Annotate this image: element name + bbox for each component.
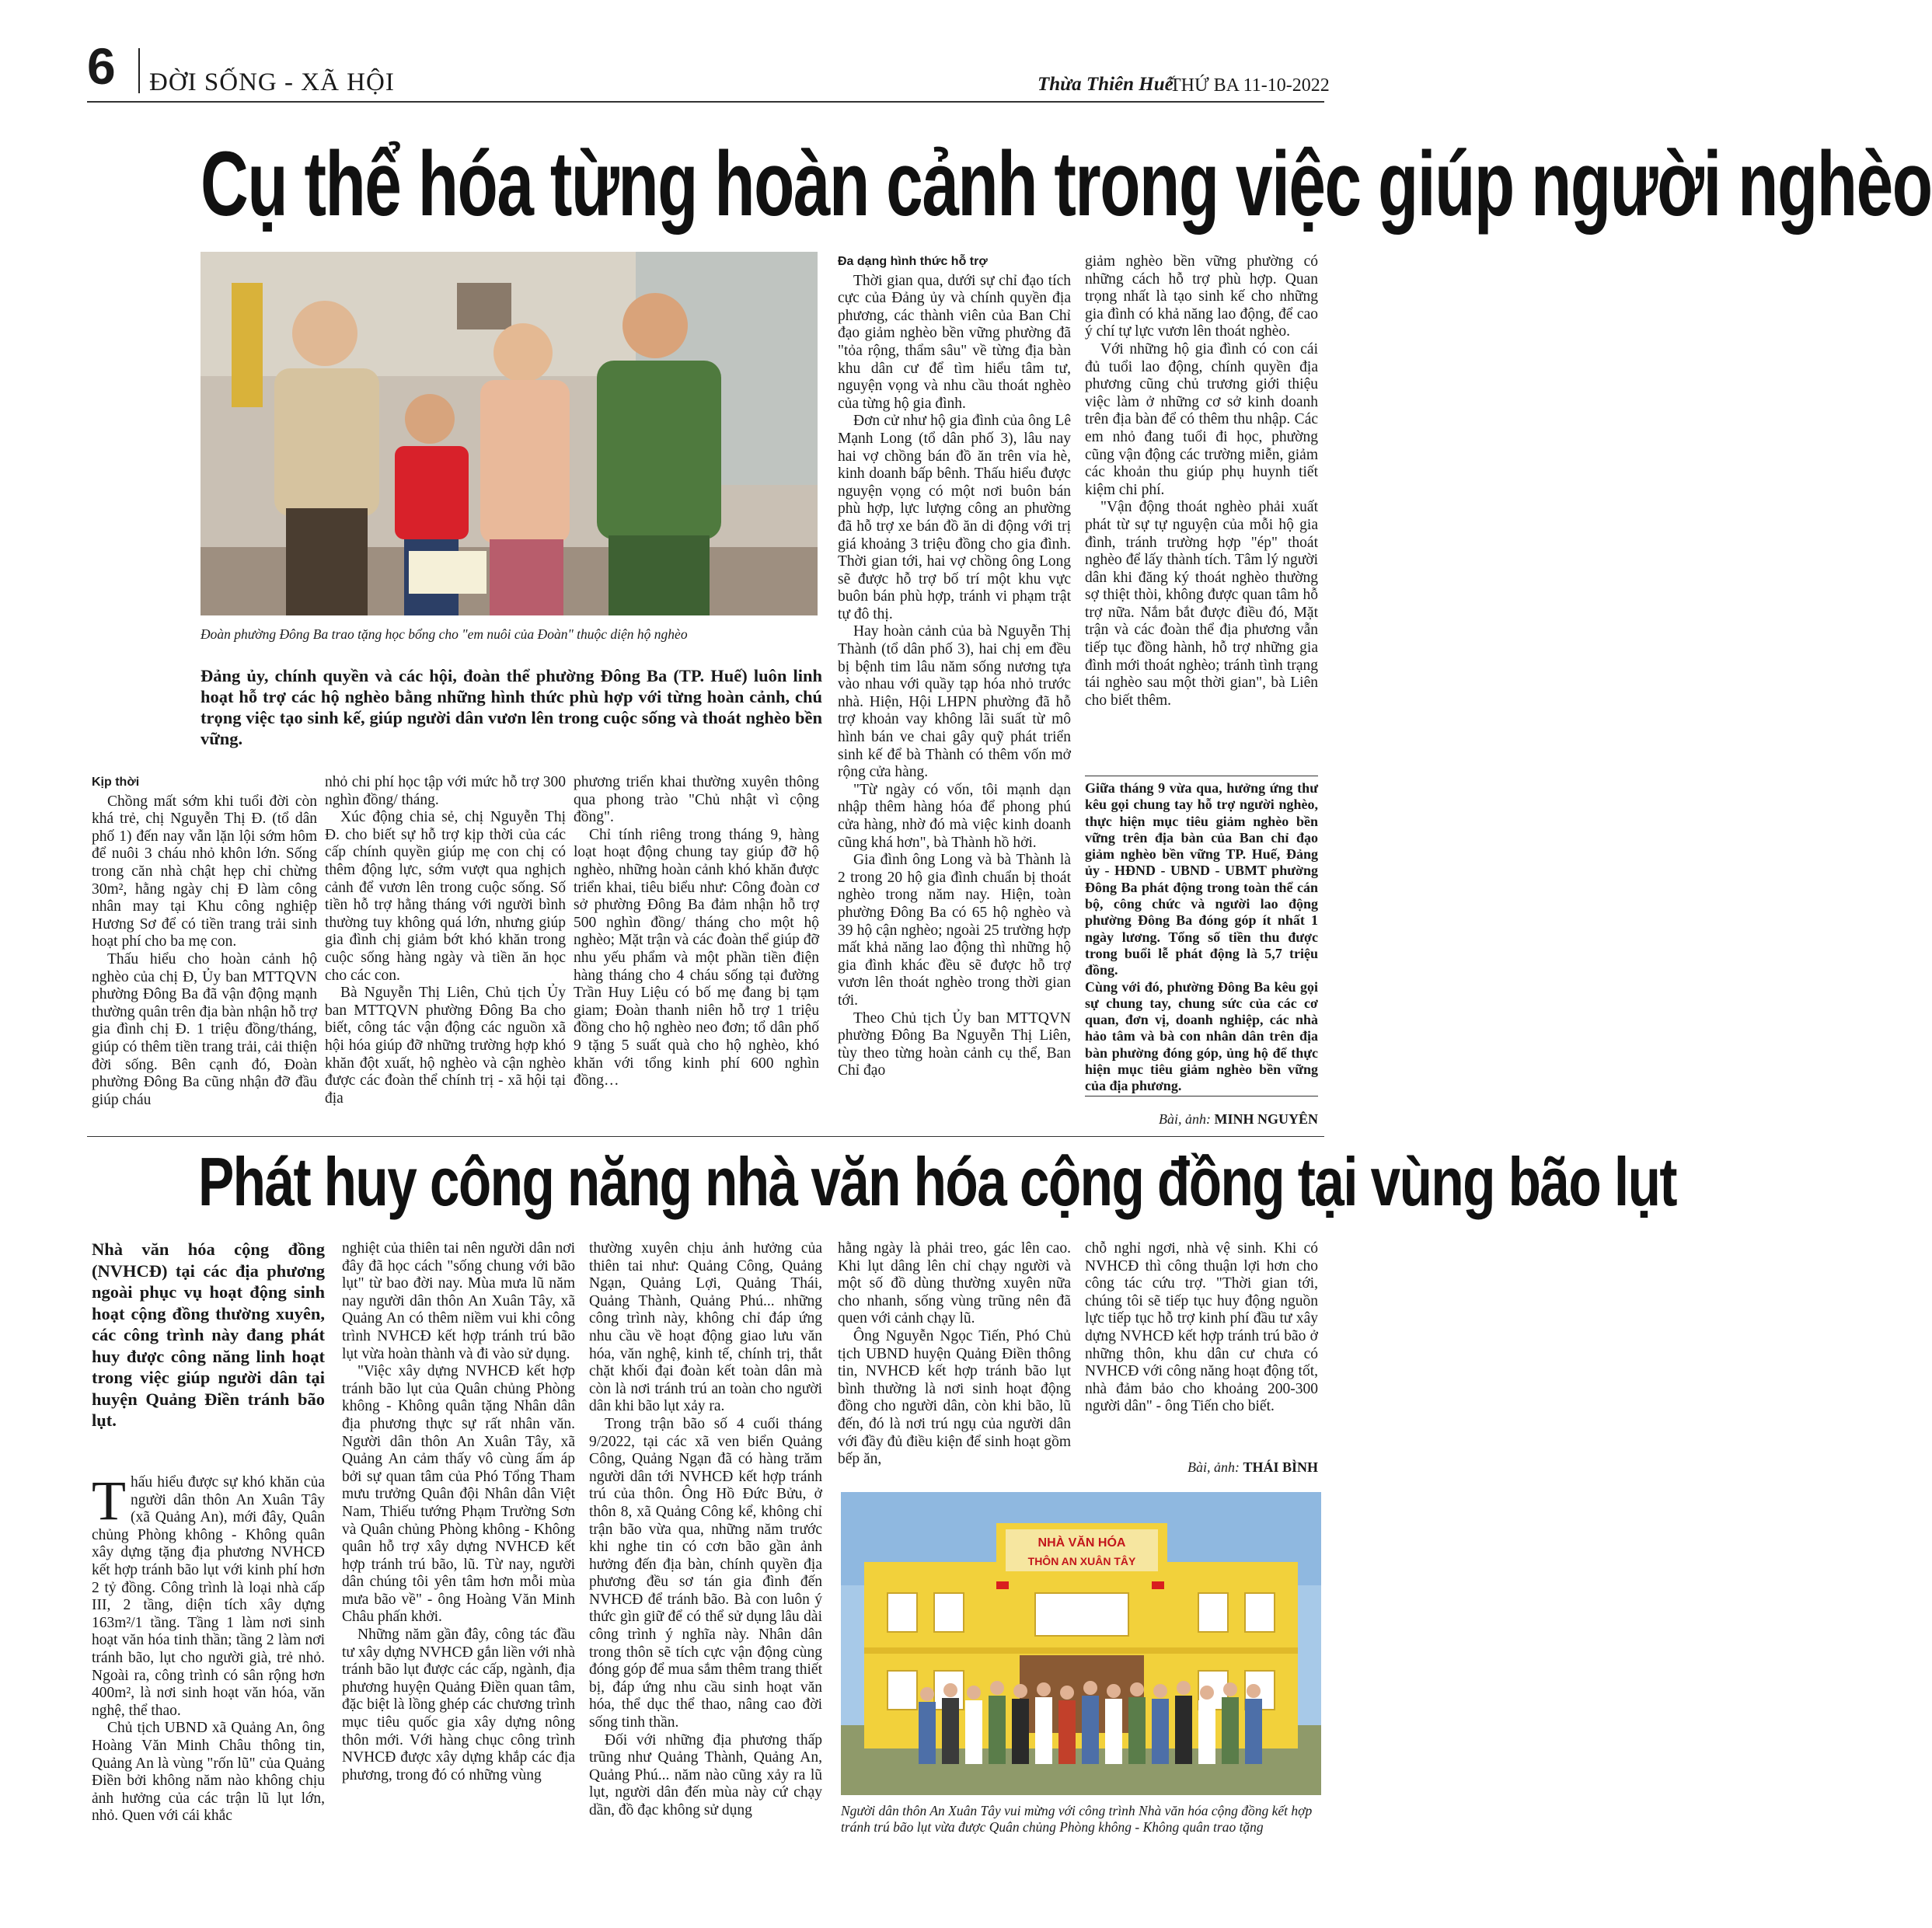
article1-sidebar <box>1085 780 1318 1095</box>
byline-author: THÁI BÌNH <box>1243 1459 1318 1475</box>
article-divider <box>87 1136 1324 1137</box>
paragraph: Ông Nguyễn Ngọc Tiến, Phó Chủ tịch UBND huyện Quảng Điền thông tin, NVHCĐ kết hợp tránh bão lụt bình thường là nơi sinh hoạt động đồng cho người dân, còn khi bão, lũ đến, đó là nơi trú ngụ của người dân với đầy đủ điều kiện để sinh hoạt gồm bếp ăn, <box>838 1327 1071 1468</box>
article2-byline <box>1085 1459 1318 1476</box>
article2-column-1 <box>92 1470 325 1825</box>
paragraph: hằng ngày là phải treo, gác lên cao. Khi lụt dâng lên chỉ chạy người và một số đồ dùng thường xuyên nữa cho nhanh, sống vùng trũng nên đã quen với cảnh chạy lũ. <box>838 1240 1071 1327</box>
article2-photo <box>841 1492 1321 1795</box>
article2-column-3 <box>589 1240 822 1820</box>
cultural-house-photo <box>841 1492 1321 1795</box>
paragraph: giảm nghèo bền vững phường có những cách hỗ trợ phù hợp. Quan trọng nhất là tạo sinh kế cho những gia đình có khả năng lao động, để cao ý chí tự lực vươn lên thoát nghèo. <box>1085 253 1318 340</box>
paragraph: "Vận động thoát nghèo phải xuất phát từ sự tự nguyện của mỗi hộ gia đình, tránh trường hợp "ép" thoát nghèo để lấy thành tích. Tâm lý người dân khi đăng ký thoát nghèo thường sợ thiệt thòi, không được quan tâm hỗ trợ nữa. Nắm bắt được điều đó, Mặt trận và các đoàn thể địa phương vẫn tiếp tục đồng hành, hỗ trợ những gia đình mới thoát nghèo; tránh tình trạng tái nghèo sau một thời gian", bà Liên cho biết thêm. <box>1085 499 1318 709</box>
paragraph: Theo Chủ tịch Ủy ban MTTQVN phường Đông Ba Nguyễn Thị Liên, tùy theo từng hoàn cảnh cụ thể, Ban Chỉ đạo <box>838 1009 1071 1079</box>
paragraph <box>92 1470 325 1720</box>
article1-byline <box>1085 1111 1318 1128</box>
sidebar-paragraph: Cùng với đó, phường Đông Ba kêu gọi sự chung tay, chung sức của các cơ quan, đơn vị, doanh nghiệp, các nhà hảo tâm và bà con nhân dân trên địa bàn phường đóng góp, ủng hộ để thực hiện mục tiêu giảm nghèo bền vững của địa phương. <box>1085 978 1318 1094</box>
article1-column-1 <box>92 774 317 1109</box>
paragraph: Đơn cử như hộ gia đình của ông Lê Mạnh Long (tổ dân phố 3), lâu nay hai vợ chồng bán đồ ăn trên vỉa hè, kinh doanh bấp bênh. Thấu hiểu được nguyện vọng có một nơi buôn bán phù hợp, lực lượng công an phường đã hỗ trợ xe bán đồ ăn di động với trị giá khoảng 3 triệu đồng cho gia đình. Thời gian tới, hai vợ chồng ông Long sẽ được hỗ trợ bố trí một khu vực buôn bán phù hợp, tránh vi phạm trật tự đô thị. <box>838 413 1071 622</box>
paragraph: chỗ nghỉ ngơi, nhà vệ sinh. Khi có NVHCĐ thì công thuận lợi hơn cho công tác cứu trợ. "Thời gian tới, chúng tôi sẽ tiếp tục huy động nguồn lực tiếp tục hỗ trợ kinh phí đầu tư xây dựng NVHCĐ kết hợp tránh trú bão ở những thôn, khu dân cư chưa có NVHCĐ với công năng hoạt động tốt, nhà đảm bảo cho khoảng 200-300 người dân" - ông Tiến cho biết. <box>1085 1240 1318 1415</box>
building-sign-line1: NHÀ VĂN HÓA <box>1037 1536 1126 1550</box>
byline-author: MINH NGUYÊN <box>1214 1111 1318 1127</box>
issue-date: THỨ BA 11-10-2022 <box>1170 75 1330 96</box>
article1-photo-caption: Đoàn phường Đông Ba trao tặng học bổng cho "em nuôi của Đoàn" thuộc diện hộ nghèo <box>201 626 688 642</box>
paragraph: Chỉ tính riêng trong tháng 9, hàng loạt hoạt động chung tay giúp đỡ hộ nghèo, những hoàn cảnh khó khăn được triển khai, tiêu biểu như: Công đoàn cơ sở phường Đông Ba đảm nhận hỗ trợ 500 nghìn đồng/ tháng cho một hộ nghèo; Mặt trận và các đoàn thể giúp đỡ nhu yếu phẩm và một phần tiền điện hàng tháng cho 4 cháu sống tại đường Trần Huy Liệu có bố mẹ đang bị tạm giam; Đoàn thanh niên hỗ trợ 1 triệu đồng cho hộ nghèo neo đơn; tổ dân phố 9 tặng 5 suất quà cho hộ nghèo, khó khăn với tổng kinh phí 600 nghìn đồng… <box>574 826 819 1090</box>
article1-headline: Cụ thể hóa từng hoàn cảnh trong việc giúp người nghèo <box>201 133 1932 235</box>
article2-photo-caption: Người dân thôn An Xuân Tây vui mừng với công trình Nhà văn hóa cộng đồng kết hợp tránh trú bão lụt vừa được Quân chủng Phòng không - Không quân trao tặng <box>841 1803 1313 1835</box>
paragraph: Thấu hiểu cho hoàn cảnh hộ nghèo của chị Đ, Ủy ban MTTQVN phường Đông Ba đã vận động mạnh thường quân trên địa bàn nhận hỗ trợ gia đình chị Đ. 1 triệu đồng/tháng, giúp có thêm tiền trang trải, cải thiện đời sống. Bên cạnh đó, Đoàn phường Đông Ba cũng nhận đỡ đầu giúp cháu <box>92 950 317 1108</box>
paragraph: Những năm gần đây, công tác đầu tư xây dựng NVHCĐ gắn liền với nhà tránh bão lụt được các cấp, ngành, địa phương huyện Quảng Điền quan tâm, đặc biệt là lồng ghép các chương trình mục tiêu quốc gia xây dựng nông thôn mới. Với hàng chục công trình NVHCĐ được xây dựng khắp các địa phương, trong đó có những vùng <box>342 1626 575 1783</box>
header-divider <box>138 48 140 93</box>
subhead-da-dang: Đa dạng hình thức hỗ trợ <box>838 255 988 268</box>
article1-column-4 <box>838 253 1071 1080</box>
paragraph: Chồng mất sớm khi tuổi đời còn khá trẻ, chị Nguyễn Thị Đ. (tổ dân phố 1) đến nay vẫn lặn lội sớm hôm để nuôi 3 cháu nhỏ khôn lớn. Sống trong căn nhà chật hẹp chỉ chừng 30m², hằng ngày chị Đ làm công nhân may tại Khu công nghiệp Hương Sơ để có tiền trang trải sinh hoạt phí cho ba mẹ con. <box>92 793 317 950</box>
article2-lead: Nhà văn hóa cộng đồng (NVHCĐ) tại các địa phương ngoài phục vụ hoạt động sinh hoạt cộng đồng thường xuyên, các công trình này đang phát huy được công năng linh hoạt trong việc giúp người dân tại huyện Quảng Điền tránh bão lụt. <box>92 1239 325 1430</box>
paragraph: Chủ tịch UBND xã Quảng An, ông Hoàng Văn Minh Châu thông tin, Quảng An là vùng "rốn lũ" của Quảng Điền bởi không năm nào không chịu ảnh hưởng của các trận lũ lụt lớn, nhỏ. Quen với cái khắc <box>92 1720 325 1825</box>
newspaper-name: Thừa Thiên Huế <box>1037 74 1173 95</box>
paragraph-text: hấu hiểu được sự khó khăn của người dân thôn An Xuân Tây (xã Quảng An), mới đây, Quân chủng Phòng không - Không quân xây dựng tặng địa phương NVHCĐ kết hợp tránh bão lụt với kinh phí hơn 2 tỷ đồng. Công trình là loại nhà cấp III, 2 tầng, diện tích xây dựng 163m²/1 tầng. Tầng 1 làm nơi sinh hoạt văn hóa tinh thần; tầng 2 làm nơi tránh bão, lụt cho người già, trẻ nhỏ. Ngoài ra, công trình có sân rộng hơn 400m², là nơi sinh hoạt văn hóa, văn nghệ, thể thao. <box>92 1474 325 1719</box>
paragraph: Gia đình ông Long và bà Thành là 2 trong 20 hộ gia đình chuẩn bị thoát nghèo trong năm nay. Hiện, toàn phường Đông Ba có 65 hộ nghèo và 39 hộ cận nghèo; ngoài 25 trường hợp mất khả năng lao động thì những hộ gia đình khác đều sẽ được hỗ trợ vươn lên thoát nghèo trong thời gian tới. <box>838 852 1071 1009</box>
paragraph: Thời gian qua, dưới sự chỉ đạo tích cực của Đảng ủy và chính quyền địa phương, các thành viên của Ban Chỉ đạo giảm nghèo bền vững phường đã "tỏa rộng, thẩm sâu" về từng địa bàn khu dân cư để tìm hiểu tâm tư, nguyện vọng và nhu cầu thoát nghèo của từng hộ gia đình. <box>838 272 1071 412</box>
page-number: 6 <box>87 37 116 95</box>
paragraph: Trong trận bão số 4 cuối tháng 9/2022, tại các xã ven biển Quảng Công, Quảng Ngạn đã có hàng trăm người dân tới NVHCĐ kết hợp tránh trú của thôn. Ông Hồ Đức Bửu, ở thôn 8, xã Quảng Công kể, không chỉ trận bão vừa qua, những năm trước khi nghe tin có cơn bão gần ảnh hưởng đến địa bàn, chính quyền địa phương đều sơ tán gia đình đến NVHCĐ để tránh bão. Bà con luôn ý thức gìn giữ để có thể sử dụng lâu dài công trình ý nghĩa này. Nhân dân trong thôn sẽ tích cực vận động cùng đóng góp để mua sắm thêm trang thiết bị, đáp ứng nhu cầu sinh hoạt văn hóa, thể dục thể thao, nâng cao đời sống tinh thần. <box>589 1415 822 1731</box>
paragraph: Với những hộ gia đình có con cái đủ tuổi lao động, chính quyền địa phương cũng chủ trương giới thiệu việc làm ở những cơ sở kinh doanh trên địa bàn để có thêm thu nhập. Các em nhỏ đang tuổi đi học, phường cũng vận động các trường miễn, giảm các khoản thu giúp phụ huynh tiết kiệm chi phí. <box>1085 340 1318 498</box>
subhead-kip-thoi: Kịp thời <box>92 776 140 789</box>
paragraph: Xúc động chia sẻ, chị Nguyễn Thị Đ. cho biết sự hỗ trợ kịp thời của các cấp chính quyền giúp mẹ con chị có thêm động lực, sớm vượt qua nghịch cảnh để vươn lên trong cuộc sống. Số tiền hỗ trợ hằng tháng với người bình thường tuy không quá lớn, nhưng giúp gia đình chị giảm bớt khó khăn trong cuộc sống hàng ngày và tiền ăn học cho các con. <box>325 809 566 984</box>
paragraph: "Từ ngày có vốn, tôi mạnh dạn nhập thêm hàng hóa để phong phú cửa hàng, nhờ đó mà việc kinh doanh cũng khá hơn", bà Thành hồ hởi. <box>838 781 1071 851</box>
building-sign-line2: THÔN AN XUÂN TÂY <box>1027 1555 1136 1567</box>
section-title: ĐỜI SỐNG - XÃ HỘI <box>149 68 395 96</box>
paragraph: thường xuyên chịu ảnh hưởng của thiên tai như: Quảng Công, Quảng Ngạn, Quảng Lợi, Quảng Thái, Quảng Thành, Quảng Phú... những công trình này, không chỉ đáp ứng nhu cầu về hoạt động giao lưu văn hóa, văn nghệ, kinh tế, chính trị, thắt chặt khối đại đoàn kết toàn dân mà còn là nơi tránh trú an toàn cho người dân khi bão lụt xảy ra. <box>589 1240 822 1415</box>
article2-column-2 <box>342 1240 575 1784</box>
paragraph: "Việc xây dựng NVHCĐ kết hợp tránh bão lụt của Quân chủng Phòng không - Không quân tặng Nhân dân địa phương thực sự rất nhân văn. Người dân thôn An Xuân Tây, xã Quảng An cảm thấy vô cùng ấm áp bởi sự quan tâm của Phó Tổng Tham mưu trưởng Quân đội Nhân dân Việt Nam, Thiếu tướng Phạm Trường Sơn và Quân chủng Phòng không - Không quân hỗ trợ xây dựng NVHCĐ kết hợp tránh trú bão, lũ. Từ nay, người dân chúng tôi yên tâm hơn mỗi mùa mưa bão về" - ông Hoàng Văn Minh Châu phấn khởi. <box>342 1363 575 1626</box>
paragraph: Đối với những địa phương thấp trũng như Quảng Thành, Quảng An, Quảng Phú... năm nào cũng xảy ra lũ lụt, người dân đến mùa này cứ chạy dần, đồ đạc không sử dụng <box>589 1731 822 1818</box>
article2-column-4 <box>838 1240 1071 1469</box>
byline-label: Bài, ảnh: <box>1159 1111 1211 1127</box>
article1-photo <box>201 252 818 615</box>
paragraph: nghiệt của thiên tai nên người dân nơi đây đã học cách "sống chung với bão lụt" từ bao đời nay. Mùa mưa lũ năm nay người dân thôn An Xuân Tây, xã Quảng An có thêm niềm vui khi công trình NVHCĐ kết hợp tránh trú bão lụt vừa hoàn thành và đi vào sử dụng. <box>342 1240 575 1362</box>
scholarship-photo <box>201 252 818 615</box>
article2-headline: Phát huy công năng nhà văn hóa cộng đồng tại vùng bão lụt <box>198 1143 1676 1220</box>
drop-cap: T <box>92 1470 126 1532</box>
paragraph: Bà Nguyễn Thị Liên, Chủ tịch Ủy ban MTTQVN phường Đông Ba cho biết, công tác vận động các nguồn xã hội hóa giúp đỡ những trường hợp khó khăn đột xuất, hộ nghèo và cận nghèo được các đoàn thể chính trị - xã hội tại địa <box>325 985 566 1107</box>
sidebar-paragraph: Giữa tháng 9 vừa qua, hưởng ứng thư kêu gọi chung tay hỗ trợ người nghèo, thực hiện mục tiêu giảm nghèo bền vững trên địa bàn của Ban chỉ đạo giảm nghèo bền vững TP. Huế, Đảng ủy - HĐND - UBND - UBMT phường Đông Ba phát động trong toàn thể cán bộ, công chức và người lao động phường Đông Ba đóng góp ít nhất 1 ngày lương. Tổng số tiền thu được trong buổi lễ phát động là 5,7 triệu đồng. <box>1085 780 1318 978</box>
paragraph: Hay hoàn cảnh của bà Nguyễn Thị Thành (tổ dân phố 3), hai chị em đều bị bệnh tim lâu năm sống nương tựa vào nhau với quầy tạp hóa nhỏ trước nhà. Hiện, Hội LHPN phường đã hỗ trợ khoản vay không lãi suất từ mô hình bán ve chai gây quỹ phát triển sinh kế để bà Thành có thêm vốn mở rộng cửa hàng. <box>838 623 1071 781</box>
byline-label: Bài, ảnh: <box>1187 1459 1240 1475</box>
article1-column-2 <box>325 774 566 1107</box>
article1-column-3 <box>574 774 819 1090</box>
article1-lead: Đảng ủy, chính quyền và các hội, đoàn thể phường Đông Ba (TP. Huế) luôn linh hoạt hỗ trợ các hộ nghèo bằng những hình thức phù hợp với từng hoàn cảnh, chú trọng việc tạo sinh kế, giúp người dân vươn lên trong cuộc sống và thoát nghèo bền vững. <box>201 666 822 748</box>
article2-column-5 <box>1085 1240 1318 1416</box>
paragraph: phương triển khai thường xuyên thông qua phong trào "Chủ nhật vì cộng đồng". <box>574 774 819 826</box>
article1-column-5 <box>1085 253 1318 709</box>
header-rule <box>87 101 1324 103</box>
paragraph: nhỏ chi phí học tập với mức hỗ trợ 300 nghìn đồng/ tháng. <box>325 774 566 808</box>
